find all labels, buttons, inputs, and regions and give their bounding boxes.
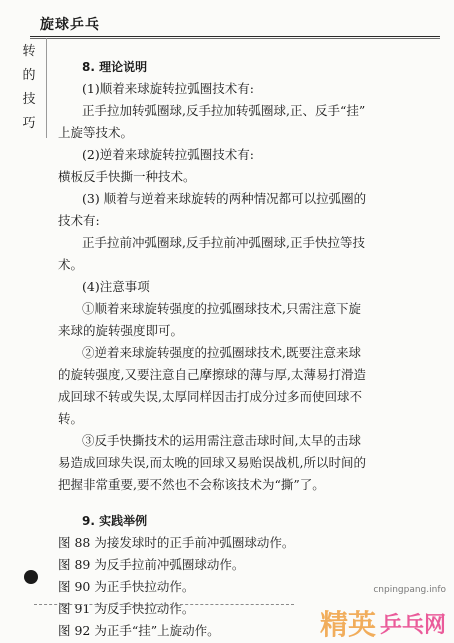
figure-caption: 图 91 为反手快拉动作。 — [58, 601, 195, 616]
paragraph-line: 正手拉前冲弧圈球,反手拉前冲弧圈球,正手快拉等技 — [82, 235, 365, 250]
watermark-url: cnpingpang.info — [373, 585, 446, 595]
paragraph-line: 技术有: — [58, 213, 100, 228]
paragraph-line: 术。 — [58, 257, 84, 272]
paragraph-line: ①顺着来球旋转强度的拉弧圈球技术,只需注意下旋 — [82, 301, 361, 316]
paragraph-label: (4)注意事项 — [82, 279, 150, 294]
watermark-logo — [318, 598, 452, 642]
section-heading: 8. 理论说明 — [82, 60, 148, 74]
section-heading: 9. 实践举例 — [82, 514, 148, 528]
svg-text:乒乓网: 乒乓网 — [380, 613, 447, 638]
paragraph-label: (2)逆着来球旋转拉弧圈技术有: — [82, 147, 254, 162]
body-text — [58, 56, 430, 642]
paragraph-line: (3) 顺着与逆着来球旋转的两种情况都可以拉弧圈的 — [82, 191, 367, 206]
paragraph-line: 把握非常重要,要不然也不会称该技术为“撕”了。 — [58, 477, 325, 492]
paragraph-line: 成回球不转或失误,太厚同样因击打成分过多而使回球不 — [58, 389, 362, 404]
figure-caption: 图 89 为反手拉前冲弧圈球动作。 — [58, 557, 245, 572]
side-char: 的 — [22, 68, 36, 83]
paragraph-line: 正手拉加转弧圈球,反手拉加转弧圈球,正、反手“挂” — [82, 103, 366, 118]
side-char: 巧 — [22, 116, 36, 131]
figure-caption: 图 90 为正手快拉动作。 — [58, 579, 195, 594]
side-divider — [46, 38, 47, 138]
paragraph-line: 转。 — [58, 411, 84, 426]
section-gap — [58, 496, 430, 510]
page-header — [22, 14, 142, 50]
paragraph-line: ③反手快撕技术的运用需注意击球时间,太早的击球 — [82, 433, 361, 448]
running-head: 旋球乒乓 — [40, 17, 100, 33]
paragraph-label: (1)顺着来球旋转拉弧圈技术有: — [82, 81, 254, 96]
side-char: 技 — [22, 92, 36, 107]
header-rule — [30, 36, 440, 37]
paragraph-line: 易造成回球失误,而太晚的回球又易贻误战机,所以时间的 — [58, 455, 366, 470]
paragraph-line: 横板反手快撕一种技术。 — [58, 169, 196, 184]
watermark-logo-mark — [320, 608, 446, 641]
side-char: 转 — [22, 44, 36, 59]
footer-rule — [34, 604, 294, 606]
paragraph-line: 上旋等技术。 — [58, 125, 134, 140]
page-number-marker — [24, 570, 38, 584]
figure-caption: 图 88 为接发球时的正手前冲弧圈球动作。 — [58, 535, 295, 550]
paragraph-line: 的旋转强度,又要注意自己摩擦球的薄与厚,太薄易打滑造 — [58, 367, 366, 382]
chapter-side-tab — [18, 40, 40, 136]
paragraph-line: 来球的旋转强度即可。 — [58, 323, 184, 338]
paragraph-line: ②逆着来球旋转强度的拉弧圈球技术,既要注意来球 — [82, 345, 361, 360]
figure-caption: 图 92 为正手“挂”上旋动作。 — [58, 623, 220, 638]
header-rule-thin — [30, 38, 440, 39]
svg-text:精英: 精英 — [320, 608, 377, 641]
